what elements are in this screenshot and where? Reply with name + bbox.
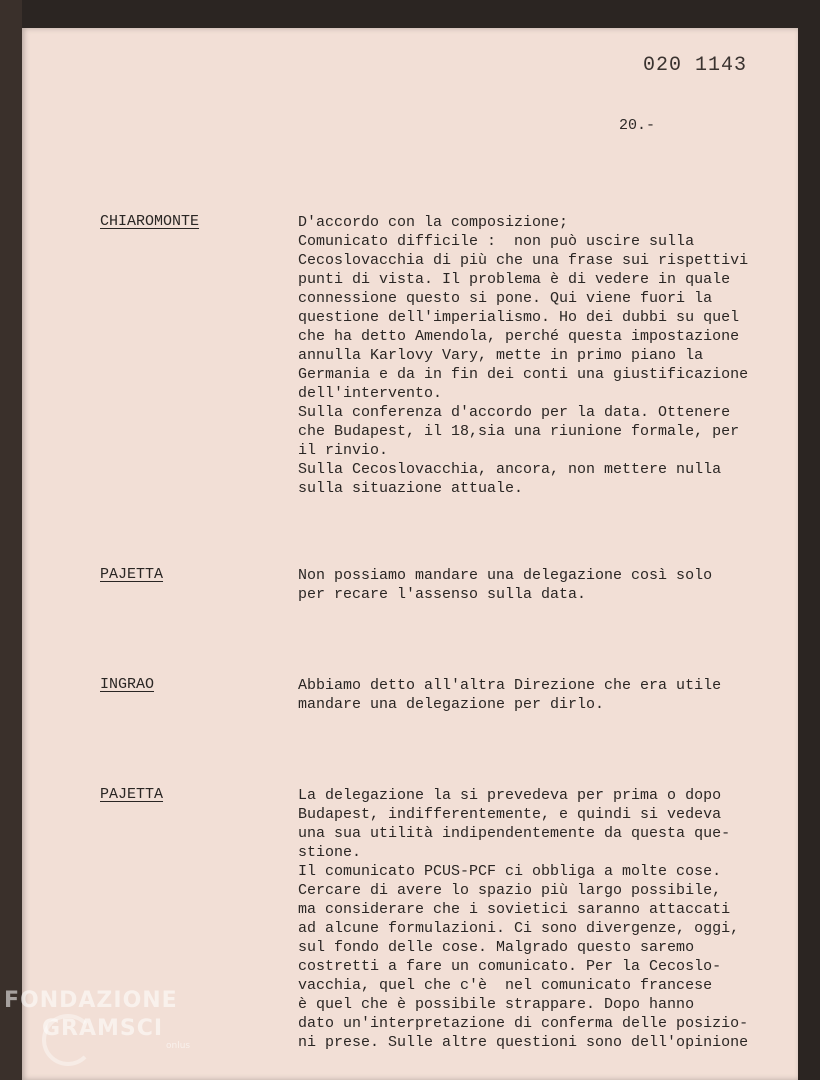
text-line: è quel che è possibile strappare. Dopo hanno <box>298 996 695 1013</box>
text-line: Comunicato difficile : non può uscire sulla <box>298 233 695 250</box>
speaker-name: PAJETTA <box>100 566 164 583</box>
text-line: dato un'interpretazione di conferma delle posizio- <box>298 1015 749 1032</box>
document-number: 020 1143 <box>643 54 748 77</box>
text-line: vacchia, quel che c'è nel comunicato francese <box>298 977 713 994</box>
text-line: punti di vista. Il problema è di vedere in quale <box>298 271 731 288</box>
text-line: una sua utilità indipendentemente da questa que- <box>298 825 731 842</box>
text-line: ma considerare che i sovietici saranno attaccati <box>298 901 731 918</box>
text-line: D'accordo con la composizione; <box>298 214 569 231</box>
text-line: per recare l'assenso sulla data. <box>298 586 587 603</box>
watermark-line-3: onlus <box>166 1041 191 1051</box>
text-line: che Budapest, il 18,sia una riunione formale, per <box>298 423 740 440</box>
speech-text <box>298 676 788 714</box>
text-line: sul fondo delle cose. Malgrado questo saremo <box>298 939 695 956</box>
text-line: Il comunicato PCUS-PCF ci obbliga a molte cose. <box>298 863 722 880</box>
speaker-name: INGRAO <box>100 676 155 693</box>
speaker-name: CHIAROMONTE <box>100 213 200 230</box>
text-line: mandare una delegazione per dirlo. <box>298 696 605 713</box>
speech-text <box>298 566 788 604</box>
text-line: ad alcune formulazioni. Ci sono divergenze, oggi, <box>298 920 740 937</box>
text-line: Cercare di avere lo spazio più largo possibile, <box>298 882 722 899</box>
speech-text <box>298 213 788 498</box>
text-line: La delegazione la si prevedeva per prima o dopo <box>298 787 722 804</box>
speaker-name: PAJETTA <box>100 786 164 803</box>
text-line: dell'intervento. <box>298 385 443 402</box>
text-line: ni prese. Sulle altre questioni sono dell'opinione <box>298 1034 749 1051</box>
watermark-ring-icon <box>42 1014 94 1066</box>
text-line: Budapest, indifferentemente, e quindi si vedeva <box>298 806 722 823</box>
watermark-logo <box>4 990 190 1051</box>
watermark-line-2: GRAMSCI <box>42 1016 164 1041</box>
page-number: 20.- <box>619 117 656 134</box>
watermark-line-1: FONDAZIONE <box>4 988 178 1013</box>
text-line: Sulla Cecoslovacchia, ancora, non mettere nulla <box>298 461 722 478</box>
text-line: il rinvio. <box>298 442 389 459</box>
text-line: sulla situazione attuale. <box>298 480 524 497</box>
text-line: Non possiamo mandare una delegazione così solo <box>298 567 713 584</box>
text-line: stione. <box>298 844 362 861</box>
text-line: Germania e da in fin dei conti una giustificazione <box>298 366 749 383</box>
text-line: connessione questo si pone. Qui viene fuori la <box>298 290 713 307</box>
text-line: questione dell'imperialismo. Ho dei dubbi su quel <box>298 309 740 326</box>
text-line: Sulla conferenza d'accordo per la data. Ottenere <box>298 404 731 421</box>
text-line: costretti a fare un comunicato. Per la Cecoslo- <box>298 958 722 975</box>
text-line: Abbiamo detto all'altra Direzione che era utile <box>298 677 722 694</box>
binder-edge <box>0 0 22 1080</box>
text-line: annulla Karlovy Vary, mette in primo piano la <box>298 347 704 364</box>
text-line: Cecoslovacchia di più che una frase sui rispettivi <box>298 252 749 269</box>
text-line: che ha detto Amendola, perché questa impostazione <box>298 328 740 345</box>
speech-text <box>298 786 788 1052</box>
